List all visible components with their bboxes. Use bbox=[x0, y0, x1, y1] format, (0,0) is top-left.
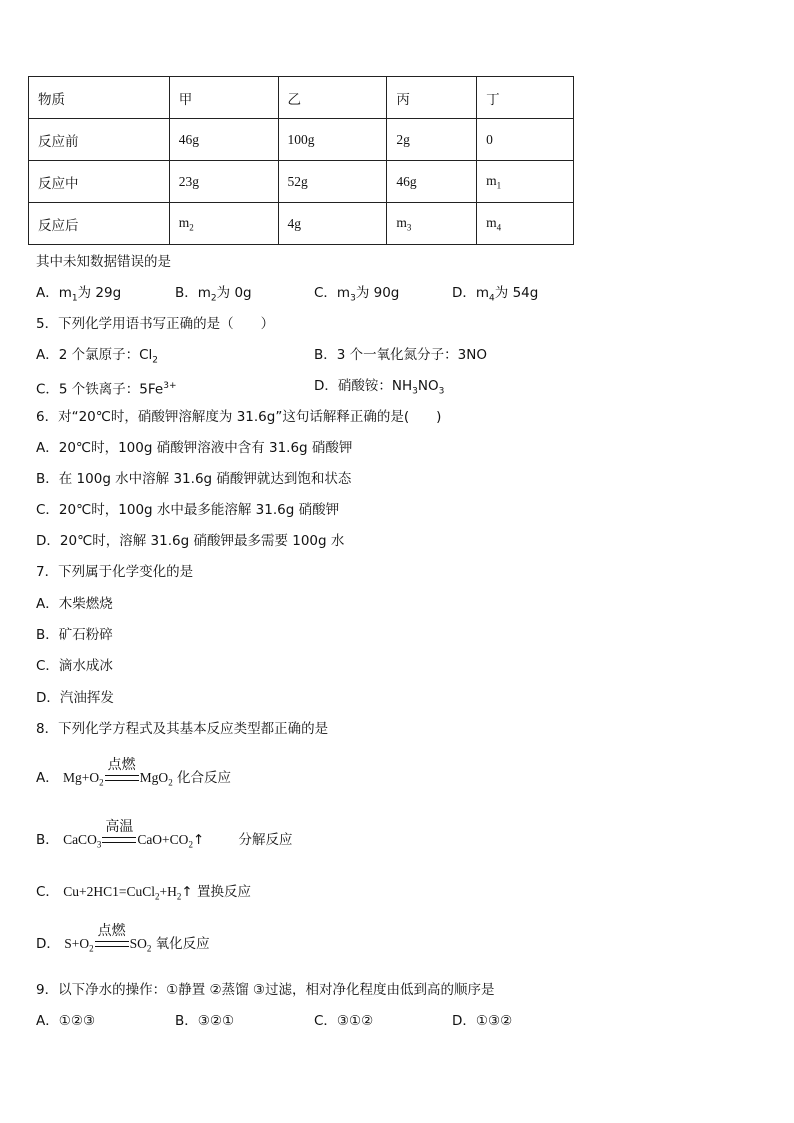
option-d: D．汽油挥发 bbox=[36, 690, 114, 706]
option-label: B． bbox=[36, 832, 59, 848]
option-c: C．$m_3$为 90g bbox=[314, 285, 400, 304]
table-row bbox=[29, 119, 574, 161]
table-cell: 23g bbox=[169, 161, 278, 203]
equation-c: C． $Cu+2HC1=CuCl_2+H_2↑$ 置换反应 bbox=[36, 884, 251, 902]
option-b: B．③②① bbox=[175, 1013, 235, 1029]
table-cell: 52g bbox=[278, 161, 387, 203]
table-cell: $m_2$ bbox=[169, 203, 278, 245]
option-a: A．木柴燃烧 bbox=[36, 596, 113, 612]
table-header-row bbox=[29, 77, 574, 119]
option-a: A．$m_1$为 29g bbox=[36, 285, 122, 304]
option-label: D． bbox=[36, 936, 60, 952]
table-cell: $m_4$ bbox=[477, 203, 574, 245]
table-cell: 丁 bbox=[477, 77, 574, 119]
table-cell: 46g bbox=[387, 161, 477, 203]
reaction-data-table bbox=[28, 76, 574, 245]
option-b: B．矿石粉碎 bbox=[36, 627, 113, 643]
question-stem: 6．对“20℃时，硝酸钾溶解度为 31.6g”这句话解释正确的是( ) bbox=[36, 409, 442, 425]
reaction-type: 置换反应 bbox=[196, 884, 251, 900]
option-label: C． bbox=[36, 884, 59, 900]
option-c: C．20℃时，100g 水中最多能溶解 31.6g 硝酸钾 bbox=[36, 502, 340, 518]
option-b: B．3 个一氧化氮分子：3NO bbox=[314, 347, 487, 363]
table-cell: 100g bbox=[278, 119, 387, 161]
option-c: C．5 个铁离子：$5Fe^{3+}$ bbox=[36, 381, 177, 398]
table-cell: 46g bbox=[169, 119, 278, 161]
option-c: C．滴水成冰 bbox=[36, 658, 113, 674]
option-d: D．20℃时，溶解 31.6g 硝酸钾最多需要 100g 水 bbox=[36, 533, 345, 549]
option-b: B．$m_2$为 0g bbox=[175, 285, 252, 304]
option-a: A．①②③ bbox=[36, 1013, 96, 1029]
table-cell: 反应后 bbox=[29, 203, 170, 245]
reaction-condition: 点燃 bbox=[107, 757, 136, 773]
table-cell: 甲 bbox=[169, 77, 278, 119]
reaction-type: 氧化反应 bbox=[155, 936, 210, 952]
table-cell: 反应中 bbox=[29, 161, 170, 203]
option-label: A． bbox=[36, 770, 59, 786]
table-cell: 乙 bbox=[278, 77, 387, 119]
reaction-condition: 高温 bbox=[105, 819, 134, 835]
table-cell: 4g bbox=[278, 203, 387, 245]
reaction-condition: 点燃 bbox=[97, 923, 126, 939]
table-cell: $m_1$ bbox=[477, 161, 574, 203]
option-c: C．③①② bbox=[314, 1013, 374, 1029]
option-a: A．20℃时，100g 硝酸钾溶液中含有 31.6g 硝酸钾 bbox=[36, 440, 353, 456]
reaction-type: 化合反应 bbox=[176, 770, 231, 786]
question-stem: 8．下列化学方程式及其基本反应类型都正确的是 bbox=[36, 721, 329, 737]
reaction-type: 分解反应 bbox=[238, 832, 293, 848]
table-row bbox=[29, 203, 574, 245]
option-d: D．$m_4$为 54g bbox=[452, 285, 539, 304]
table-cell: $m_3$ bbox=[387, 203, 477, 245]
table-row bbox=[29, 161, 574, 203]
question-stem: 5．下列化学用语书写正确的是（ ） bbox=[36, 316, 275, 332]
option-d: D．硝酸铵：$NH_3NO_3$ bbox=[314, 378, 445, 397]
table-cell: 2g bbox=[387, 119, 477, 161]
option-a: A．2 个氯原子：$Cl_2$ bbox=[36, 347, 159, 366]
question-stem: 7．下列属于化学变化的是 bbox=[36, 564, 194, 580]
table-cell: 反应前 bbox=[29, 119, 170, 161]
question-stem: 其中未知数据错误的是 bbox=[36, 254, 171, 270]
table-cell: 丙 bbox=[387, 77, 477, 119]
question-stem: 9．以下净水的操作：①静置 ②蒸馏 ③过滤，相对净化程度由低到高的顺序是 bbox=[36, 982, 495, 998]
option-b: B．在 100g 水中溶解 31.6g 硝酸钾就达到饱和状态 bbox=[36, 471, 352, 487]
equation-a: A． $Mg+O_2$ 点燃 MgO$_2$ 化合反应 bbox=[36, 766, 231, 788]
table-cell: 物质 bbox=[29, 77, 170, 119]
table-cell: 0 bbox=[477, 119, 574, 161]
equation-d: D． $S+O_2$ 点燃 $SO_2$ 氧化反应 bbox=[36, 932, 210, 954]
equation-b: B． CaCO$_3$ 高温 $CaO+CO_2↑$ 分解反应 bbox=[36, 828, 293, 850]
option-d: D．①③② bbox=[452, 1013, 513, 1029]
